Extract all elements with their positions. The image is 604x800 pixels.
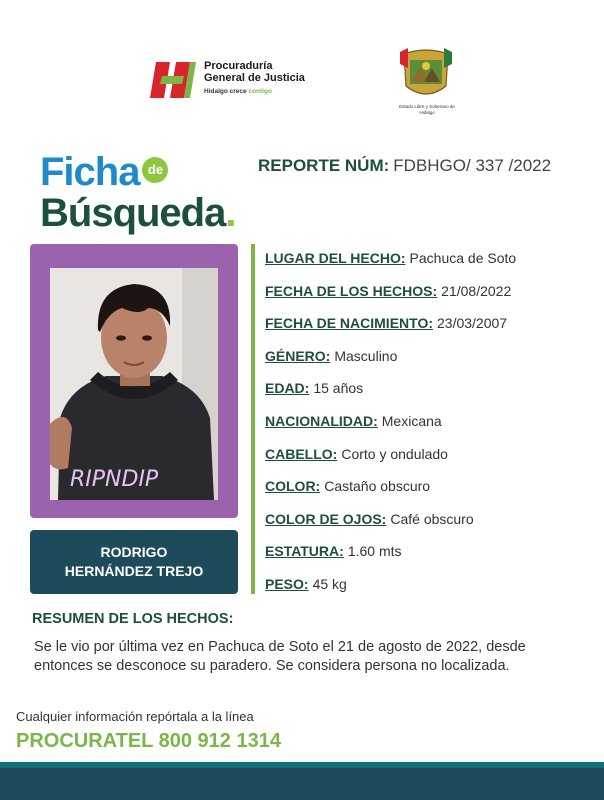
detail-birth-date bbox=[265, 315, 595, 348]
agency-slogan-accent: contigo bbox=[248, 88, 272, 95]
person-photo bbox=[50, 268, 218, 500]
title-busqueda-word: Búsqueda bbox=[40, 191, 226, 235]
hotline-number: PROCURATEL 800 912 1314 bbox=[16, 730, 281, 752]
report-number bbox=[258, 156, 551, 176]
detail-label: EDAD: bbox=[265, 380, 310, 397]
agency-name-line1: Procuraduría bbox=[204, 60, 273, 72]
agency-slogan bbox=[204, 86, 305, 98]
report-number-label: REPORTE NÚM: bbox=[258, 156, 390, 175]
contact-cta: Cualquier información repórtala a la línea bbox=[16, 709, 254, 724]
detail-hair bbox=[265, 446, 595, 479]
detail-value: 15 años bbox=[313, 380, 364, 397]
detail-value: Castaño obscuro bbox=[324, 478, 431, 495]
detail-label: CABELLO: bbox=[265, 445, 338, 462]
detail-value: Masculino bbox=[334, 347, 398, 364]
summary-title: RESUMEN DE LOS HECHOS: bbox=[32, 611, 234, 627]
detail-value: 23/03/2007 bbox=[437, 315, 508, 332]
detail-label: NACIONALIDAD: bbox=[265, 412, 378, 429]
footer-band bbox=[0, 768, 604, 800]
detail-label: PESO: bbox=[265, 575, 309, 592]
person-photo-illustration bbox=[50, 268, 218, 500]
photo-frame bbox=[30, 244, 238, 518]
person-name bbox=[30, 530, 238, 594]
detail-value: Pachuca de Soto bbox=[409, 250, 517, 266]
detail-value: 1.60 mts bbox=[347, 543, 402, 560]
pgj-logo-icon bbox=[150, 60, 196, 100]
detail-label: COLOR: bbox=[265, 478, 321, 495]
detail-eye-color bbox=[265, 511, 595, 544]
state-seal-icon bbox=[398, 46, 454, 102]
detail-event-date bbox=[265, 283, 595, 316]
details-divider bbox=[251, 244, 255, 594]
details-list bbox=[265, 250, 595, 609]
detail-weight bbox=[265, 576, 595, 609]
agency-slogan-prefix: Hidalgo crece bbox=[204, 88, 247, 95]
state-seal-caption: Estado Libre y Soberano de Hidalgo bbox=[399, 104, 455, 115]
report-number-value: FDBHGO/ 337 /2022 bbox=[393, 156, 552, 175]
detail-value: Corto y ondulado bbox=[341, 445, 448, 462]
detail-label: FECHA DE NACIMIENTO: bbox=[265, 315, 433, 332]
title-busqueda bbox=[40, 192, 235, 234]
detail-value: Mexicana bbox=[381, 412, 442, 429]
title-ficha: Ficha bbox=[40, 150, 140, 194]
person-name-line2: HERNÁNDEZ TREJO bbox=[64, 563, 204, 579]
shirt-print-text: RIPNDIP bbox=[70, 467, 159, 492]
detail-nationality bbox=[265, 413, 595, 446]
page-title bbox=[40, 152, 235, 234]
title-de-badge: de bbox=[142, 157, 168, 183]
agency-name bbox=[204, 60, 305, 98]
detail-label: FECHA DE LOS HECHOS: bbox=[265, 282, 438, 299]
detail-value: Café obscuro bbox=[390, 510, 474, 527]
detail-label: ESTATURA: bbox=[265, 543, 344, 560]
detail-value: 21/08/2022 bbox=[441, 282, 512, 299]
detail-height bbox=[265, 543, 595, 576]
summary-text: Se le vio por última vez en Pachuca de Soto el 21 de agosto de 2022, desde entonces se desconoce su paradero. Se considera persona no localizada. bbox=[34, 639, 526, 674]
detail-age bbox=[265, 380, 595, 413]
detail-gender bbox=[265, 348, 595, 381]
detail-label: COLOR DE OJOS: bbox=[265, 510, 387, 527]
detail-value: 45 kg bbox=[312, 575, 347, 592]
detail-place bbox=[265, 250, 595, 283]
detail-color bbox=[265, 478, 595, 511]
title-dot: . bbox=[225, 191, 236, 235]
header bbox=[0, 40, 604, 120]
agency-name-line2: General de Justicia bbox=[204, 72, 305, 84]
person-name-line1: RODRIGO bbox=[100, 544, 168, 560]
detail-label: LUGAR DEL HECHO: bbox=[265, 250, 406, 266]
detail-label: GÉNERO: bbox=[265, 347, 331, 364]
